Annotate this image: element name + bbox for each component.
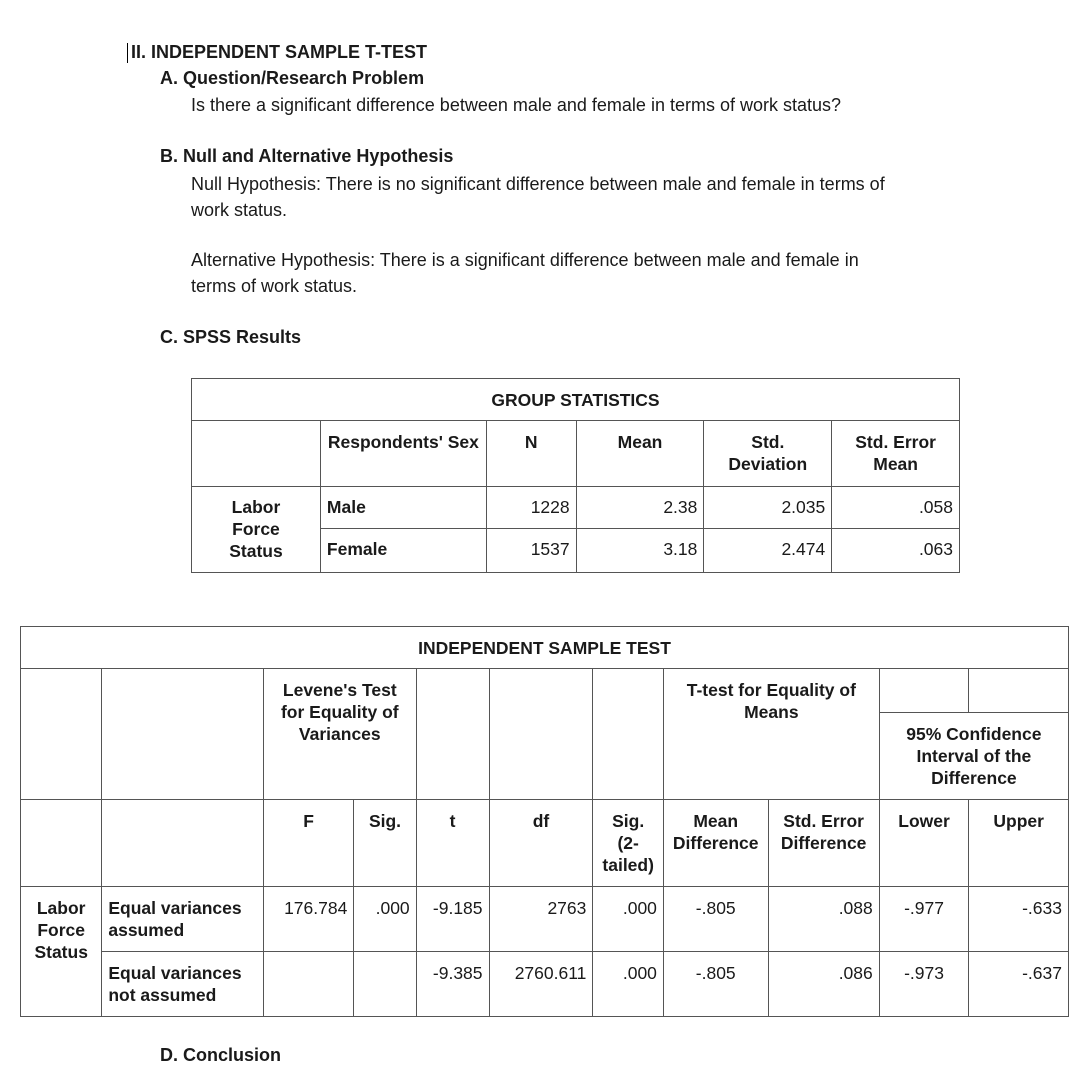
independent-sample-test-table [20,626,1069,1017]
empty-cell [969,669,1069,713]
not-assumed-std-error-difference: .086 [768,952,879,1017]
header-std-error-mean: Std. Error Mean [832,421,960,487]
ci-header: 95% Confidence Interval of the Difference [879,713,1068,800]
row-label-labor-force: Labor Force Status [21,887,102,1017]
header-f: F [263,800,353,887]
assumed-std-error-difference: .088 [768,887,879,952]
empty-cell [416,669,489,713]
empty-cell [102,800,264,887]
empty-cell [192,421,321,487]
header-mean-difference: Mean Difference [663,800,768,887]
female-n: 1537 [486,529,576,573]
assumed-sig-2-tailed: .000 [593,887,664,952]
male-label: Male [320,487,486,529]
ist-title: INDEPENDENT SAMPLE TEST [21,627,1069,669]
empty-cell [879,669,969,713]
heading-a: A. Question/Research Problem [160,68,425,88]
heading-b: B. Null and Alternative Hypothesis [160,146,454,166]
header-std-deviation: Std. Deviation [704,421,832,487]
header-n: N [486,421,576,487]
assumed-f: 176.784 [263,887,353,952]
empty-cell [593,669,664,713]
assumed-lower: -.977 [879,887,969,952]
assumed-mean-difference: -.805 [663,887,768,952]
header-sex: Respondents' Sex [320,421,486,487]
male-mean: 2.38 [576,487,704,529]
heading-c: C. SPSS Results [160,327,302,347]
alt-hypothesis-line1: Alternative Hypothesis: There is a significant difference between male and female in [191,250,859,270]
null-hypothesis-line2: work status. [191,200,288,220]
empty-cell [21,713,102,800]
empty-cell [416,713,489,800]
not-assumed-sig-2-tailed: .000 [593,952,664,1017]
row-label-labor-force: Labor Force Status [192,487,321,573]
empty-cell [489,669,593,713]
equal-variances-assumed-label: Equal variances assumed [102,887,264,952]
header-mean: Mean [576,421,704,487]
heading-d: D. Conclusion [160,1045,281,1065]
header-t: t [416,800,489,887]
section-title: II. INDEPENDENT SAMPLE T-TEST [131,42,428,62]
group-statistics-table [191,378,960,573]
not-assumed-df: 2760.611 [489,952,593,1017]
header-lower: Lower [879,800,969,887]
equal-variances-not-assumed-label: Equal variances not assumed [102,952,264,1017]
not-assumed-f [263,952,353,1017]
header-sig: Sig. [354,800,416,887]
text-cursor [127,43,128,63]
assumed-t: -9.185 [416,887,489,952]
female-label: Female [320,529,486,573]
empty-cell [593,713,664,800]
male-sd: 2.035 [704,487,832,529]
not-assumed-t: -9.385 [416,952,489,1017]
not-assumed-upper: -.637 [969,952,1069,1017]
group-statistics-title: GROUP STATISTICS [192,379,960,421]
empty-cell [102,713,264,800]
empty-cell [489,713,593,800]
header-std-error-difference: Std. Error Difference [768,800,879,887]
null-hypothesis-line1: Null Hypothesis: There is no significant difference between male and female in terms of [191,174,885,194]
empty-cell [21,800,102,887]
alt-hypothesis-line2: terms of work status. [191,276,358,296]
empty-cell [21,669,102,713]
female-mean: 3.18 [576,529,704,573]
assumed-sig: .000 [354,887,416,952]
female-sd: 2.474 [704,529,832,573]
assumed-upper: -.633 [969,887,1069,952]
header-sig-2-tailed: Sig. (2-tailed) [593,800,664,887]
female-se: .063 [832,529,960,573]
levene-header: Levene's Test for Equality of Variances [263,669,416,800]
header-upper: Upper [969,800,1069,887]
assumed-df: 2763 [489,887,593,952]
male-se: .058 [832,487,960,529]
not-assumed-lower: -.973 [879,952,969,1017]
not-assumed-mean-difference: -.805 [663,952,768,1017]
header-df: df [489,800,593,887]
male-n: 1228 [486,487,576,529]
question-text: Is there a significant difference between male and female in terms of work status? [191,95,842,115]
ttest-header: T-test for Equality of Means [663,669,879,800]
empty-cell [102,669,264,713]
not-assumed-sig [354,952,416,1017]
